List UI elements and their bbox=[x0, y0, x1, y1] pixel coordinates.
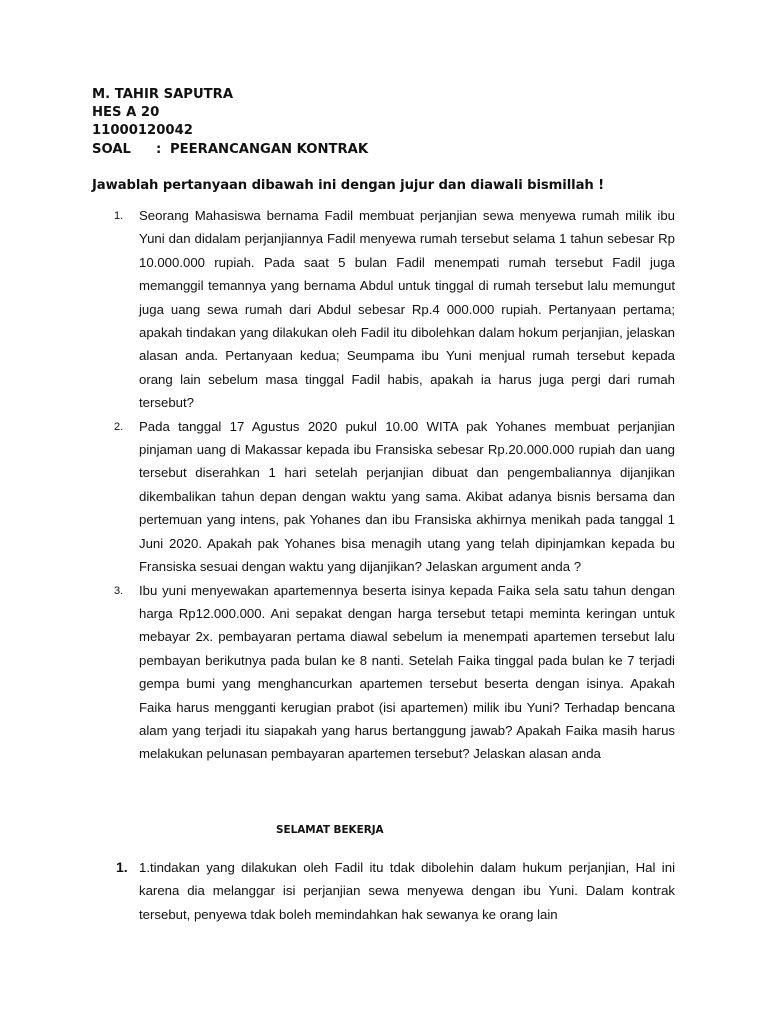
question-item bbox=[114, 579, 675, 766]
question-item bbox=[114, 204, 675, 415]
closing-text: SELAMAT BEKERJA bbox=[276, 824, 384, 836]
student-name: M. TAHIR SAPUTRA bbox=[92, 87, 234, 102]
question-item bbox=[114, 415, 675, 579]
question-text: Pada tanggal 17 Agustus 2020 pukul 10.00 WITA pak Yohanes membuat perjanjian pinjaman uang di Makassar kepada ibu Fransiska sebesar Rp.20.000.000 rupiah dan uang tersebut diserahkan 1 hari setelah perjanjian dibuat dan pengembaliannya dijanjikan dikembalikan tahun depan dengan waktu yang sama. Akibat adanya bisnis bersama dan pertemuan yang intens, pak Yohanes dan ibu Fransiska akhirnya menikah pada tanggal 1 Juni 2020. Apakah pak Yohanes bisa menagih utang yang telah dipinjamkan kepada bu Fransiska sesuai dengan waktu yang dijanjikan? Jelaskan argument anda ? bbox=[139, 418, 675, 575]
answer-number: 1. bbox=[116, 859, 128, 875]
soal-label: SOAL bbox=[92, 141, 131, 157]
instruction-text: Jawablah pertanyaan dibawah ini dengan jujur dan diawali bismillah ! bbox=[92, 178, 605, 193]
question-text: Seorang Mahasiswa bernama Fadil membuat perjanjian sewa menyewa rumah milik ibu Yuni dan didalam perjanjiannya Fadil menyewa rumah tersebut selama 1 tahun sebesar Rp 10.000.000 rupiah. Pada saat 5 bulan Fadil menempati rumah tersebut Fadil juga memanggil temannya yang bernama Abdul untuk tinggal di rumah tersebut lalu memungut juga uang sewa rumah dari Abdul sebesar Rp.4 000.000 rupiah. Pertanyaan pertama; apakah tindakan yang dilakukan oleh Fadil itu dibolehkan dalam hokum perjanjian, jelaskan alasan anda. Pertanyaan kedua; Seumpama ibu Yuni menjual rumah tersebut kepada orang lain sebelum masa tinggal Fadil habis, apakah ia harus juga pergi dari rumah tersebut? bbox=[139, 208, 675, 411]
answer-item bbox=[114, 856, 675, 926]
answer-text: 1.tindakan yang dilakukan oleh Fadil itu tdak dibolehin dalam hukum perjanjian, Hal ini karena dia melanggar isi perjanjian sewa menyewa dengan ibu Yuni. Dalam kontrak tersebut, penyewa tdak boleh memindahkan hak sewanya ke orang lain bbox=[139, 860, 675, 922]
student-id: 11000120042 bbox=[92, 123, 193, 139]
question-number: 2. bbox=[114, 420, 124, 433]
student-class: HES A 20 bbox=[92, 105, 160, 121]
soal-separator: : bbox=[156, 141, 162, 157]
soal-title: PEERANCANGAN KONTRAK bbox=[170, 141, 369, 157]
question-text: Ibu yuni menyewakan apartemennya beserta isinya kepada Faika sela satu tahun dengan harga Rp12.000.000. Ani sepakat dengan harga tersebut tetapi meminta keringan untuk mebayar 2x. pembayaran pertama diawal sebelum ia menempati apartemen tersebut lalu pembayan berikutnya pada bulan ke 8 nanti. Setelah Faika tinggal pada bulan ke 7 terjadi gempa bumi yang menghancurkan apartemen tersebut beserta dengan isinya. Apakah Faika harus mengganti kerugian prabot (isi apartemen) milik ibu Yuni? Terhadap bencana alam yang terjadi itu siapakah yang harus bertanggung jawab? Apakah Faika masih harus melakukan pelunasan pembayaran apartemen tersebut? Jelaskan alasan anda bbox=[139, 582, 675, 762]
soal-row bbox=[92, 141, 368, 159]
student-header bbox=[92, 86, 368, 159]
question-number: 3. bbox=[114, 584, 124, 597]
question-number: 1. bbox=[114, 210, 124, 222]
question-list bbox=[114, 204, 675, 766]
